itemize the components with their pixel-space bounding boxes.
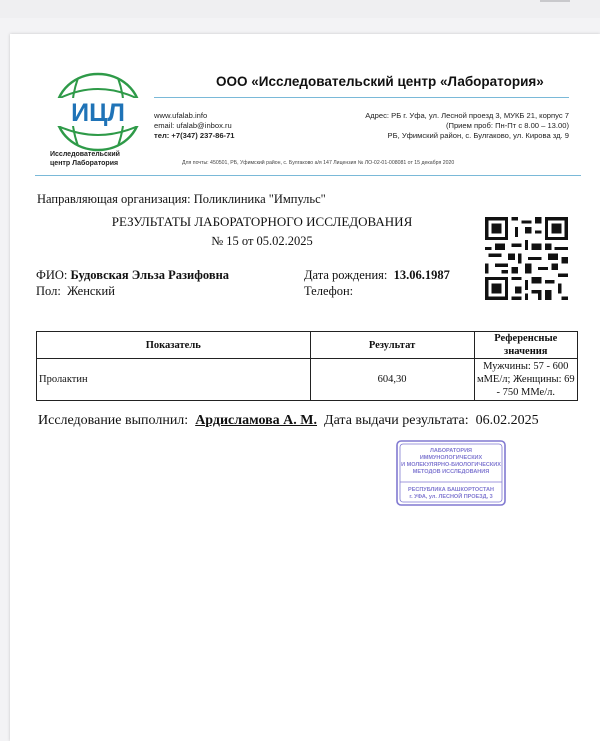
svg-text:И МОЛЕКУЛЯРНО-БИОЛОГИЧЕСКИХ: И МОЛЕКУЛЯРНО-БИОЛОГИЧЕСКИХ: [401, 462, 501, 468]
address-block: Адрес: РБ г. Уфа, ул. Лесной проезд 3, МУКБ 21, корпус 7 (Прием проб: Пн-Пт с 8.00 – 13.00) РБ, Уфимский район, с. Булгаково, ул. Кирова зд. 9: [365, 111, 569, 140]
referral-organization: Направляющая организация: Поликлиника "Импульс": [37, 192, 326, 206]
document-title: РЕЗУЛЬТАТЫ ЛАБОРАТОРНОГО ИССЛЕДОВАНИЯ: [111, 214, 413, 229]
phone-text: тел: +7(347) 237-86-71: [154, 131, 235, 140]
table-row: [37, 359, 578, 401]
table-header-row: [37, 332, 578, 359]
cell-result: 604,30: [310, 359, 474, 401]
title-divider: [154, 97, 569, 98]
organization-title: ООО «Исследовательский центр «Лаборатория»: [216, 74, 544, 89]
results-table: [36, 331, 578, 401]
contacts-block: [154, 111, 235, 141]
patient-phone: Телефон:: [304, 284, 354, 298]
cell-indicator: Пролактин: [37, 359, 311, 401]
svg-text:г. УФА, ул. ЛЕСНОЙ ПРОЕЗД, 3: г. УФА, ул. ЛЕСНОЙ ПРОЕЗД, 3: [409, 494, 493, 500]
license-text: Для почты: 450501, РБ, Уфимский район, с. Булгаково а/я 147 Лицензия № ЛО-02-01-008081 от 15 декабря 2020: [182, 160, 455, 166]
svg-text:ЛАБОРАТОРИЯ: ЛАБОРАТОРИЯ: [429, 448, 473, 454]
svg-text:МЕТОДОВ ИССЛЕДОВАНИЯ: МЕТОДОВ ИССЛЕДОВАНИЯ: [412, 469, 490, 475]
window-edge: [540, 0, 570, 2]
svg-text:ИММУНОЛОГИЧЕСКИХ: ИММУНОЛОГИЧЕСКИХ: [419, 455, 483, 461]
qr-code-icon: [485, 217, 568, 300]
patient-fio: ФИО: Будовская Эльза Разифовна: [36, 268, 230, 282]
website-text: www.ufalab.info: [154, 111, 208, 120]
viewer-top-bar: [0, 0, 600, 18]
cell-reference: Мужчины: 57 - 600 мМЕ/л; Женщины: 69 - 750 ММе/л.: [474, 359, 577, 401]
issue-date: 06.02.2025: [475, 413, 539, 428]
document-number: № 15 от 05.02.2025: [211, 234, 313, 248]
header-reference: Референсные значения: [474, 332, 577, 359]
header-indicator: Показатель: [37, 332, 311, 359]
document-page: [10, 34, 600, 741]
performed-by: Исследование выполнил: Ардислaмова А. М. Дата выдачи результата: 06.02.2025: [38, 413, 539, 428]
logo-caption: Исследовательский центр Лаборатория: [50, 151, 120, 167]
header-divider: [35, 175, 581, 176]
logo-text: ИЦЛ: [71, 99, 125, 127]
lab-stamp: [396, 440, 506, 506]
email-text: email: ufalab@inbox.ru: [154, 121, 232, 130]
header-result: Результат: [310, 332, 474, 359]
patient-birth-date: Дата рождения: 13.06.1987: [304, 268, 450, 282]
performer-name: Ардислaмова А. М.: [195, 413, 318, 428]
svg-text:РЕСПУБЛИКА БАШКОРТОСТАН: РЕСПУБЛИКА БАШКОРТОСТАН: [408, 487, 494, 493]
patient-gender: Пол: Женский: [36, 284, 115, 298]
